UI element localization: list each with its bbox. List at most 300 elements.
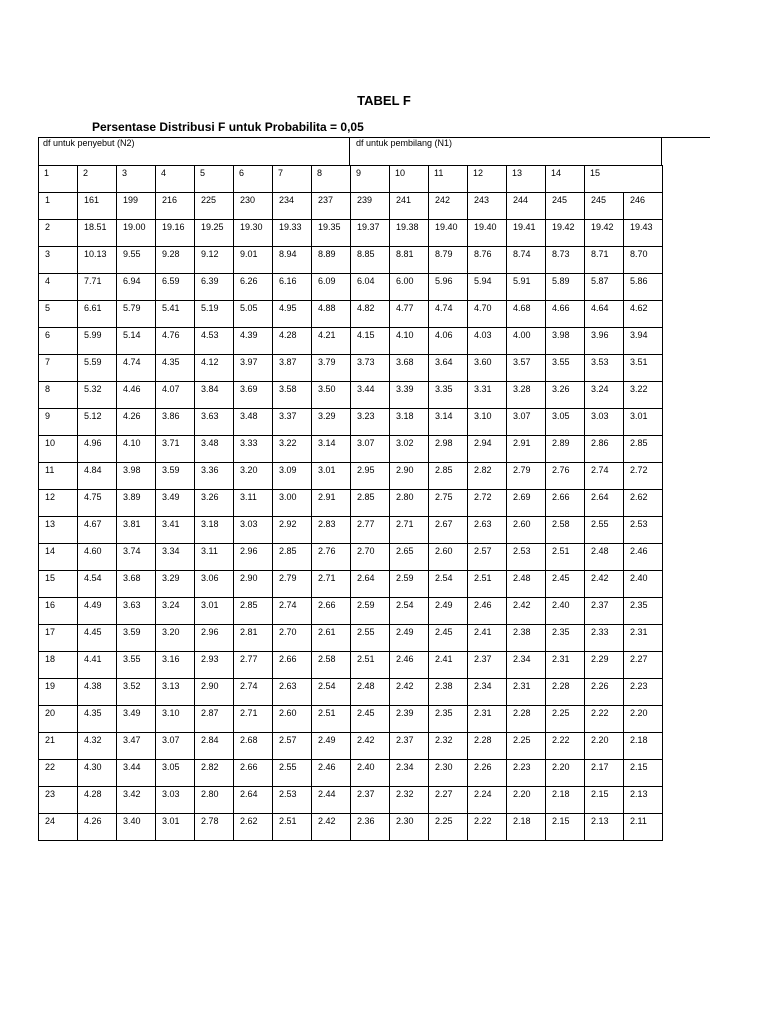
table-cell: 3.36 [195, 463, 234, 490]
table-cell: 2.30 [429, 760, 468, 787]
table-cell: 4.76 [156, 328, 195, 355]
table-cell: 3.33 [234, 436, 273, 463]
table-cell: 2.91 [312, 490, 351, 517]
table-cell: 2.72 [468, 490, 507, 517]
table-cell: 2.51 [351, 652, 390, 679]
table-cell: 3.07 [507, 409, 546, 436]
table-cell: 2.46 [312, 760, 351, 787]
table-cell: 3.48 [195, 436, 234, 463]
table-cell: 245 [546, 193, 585, 220]
table-cell: 2.55 [351, 625, 390, 652]
table-cell: 8.79 [429, 247, 468, 274]
table-cell: 8.81 [390, 247, 429, 274]
table-cell: 3.13 [156, 679, 195, 706]
table-cell: 2.63 [468, 517, 507, 544]
table-cell: 3.00 [273, 490, 312, 517]
table-cell: 8.89 [312, 247, 351, 274]
table-cell: 19.30 [234, 220, 273, 247]
table-cell: 4.41 [78, 652, 117, 679]
table-row [39, 409, 663, 436]
table-cell: 2.34 [468, 679, 507, 706]
table-cell: 2.57 [468, 544, 507, 571]
table-cell: 4.28 [78, 787, 117, 814]
page-title: TABEL F [357, 93, 411, 108]
table-cell: 2.53 [507, 544, 546, 571]
table-row [39, 193, 663, 220]
table-cell: 2.62 [234, 814, 273, 841]
table-cell: 2.22 [585, 706, 624, 733]
table-cell: 246 [624, 193, 663, 220]
table-cell: 2.65 [390, 544, 429, 571]
column-number-cell: 7 [273, 166, 312, 193]
table-cell: 5.05 [234, 301, 273, 328]
table-cell: 3.47 [117, 733, 156, 760]
table-cell: 2.71 [234, 706, 273, 733]
table-row [39, 571, 663, 598]
numerator-label: df untuk pembilang (N1) [356, 138, 453, 148]
denominator-label: df untuk penyebut (N2) [43, 138, 135, 148]
table-row [39, 382, 663, 409]
column-number-cell: 9 [351, 166, 390, 193]
table-cell: 2.20 [546, 760, 585, 787]
column-number-cell: 2 [78, 166, 117, 193]
table-cell: 2.44 [312, 787, 351, 814]
table-cell: 2.69 [507, 490, 546, 517]
table-cell: 7.71 [78, 274, 117, 301]
table-cell: 2.33 [585, 625, 624, 652]
table-cell: 3.11 [195, 544, 234, 571]
table-cell: 2.58 [312, 652, 351, 679]
table-cell: 2.78 [195, 814, 234, 841]
table-cell: 3.24 [156, 598, 195, 625]
table-cell: 8.74 [507, 247, 546, 274]
table-subtitle: Persentase Distribusi F untuk Probabilita = 0,05 [92, 120, 364, 134]
table-cell: 2.18 [624, 733, 663, 760]
table-cell: 3.16 [156, 652, 195, 679]
table-cell: 216 [156, 193, 195, 220]
table-cell: 3.98 [546, 328, 585, 355]
table-row [39, 814, 663, 841]
table-cell: 8.70 [624, 247, 663, 274]
table-cell: 2.90 [234, 571, 273, 598]
table-cell: 2.64 [351, 571, 390, 598]
table-cell: 3.10 [468, 409, 507, 436]
table-cell: 2.41 [429, 652, 468, 679]
table-cell: 230 [234, 193, 273, 220]
row-df-cell: 12 [39, 490, 78, 517]
table-cell: 4.46 [117, 382, 156, 409]
row-df-cell: 4 [39, 274, 78, 301]
table-cell: 3.50 [312, 382, 351, 409]
table-cell: 2.31 [507, 679, 546, 706]
table-cell: 4.95 [273, 301, 312, 328]
row-df-cell: 1 [39, 193, 78, 220]
table-cell: 8.85 [351, 247, 390, 274]
table-cell: 4.68 [507, 301, 546, 328]
table-cell: 19.33 [273, 220, 312, 247]
table-cell: 4.10 [117, 436, 156, 463]
table-cell: 4.82 [351, 301, 390, 328]
table-cell: 242 [429, 193, 468, 220]
table-cell: 2.18 [507, 814, 546, 841]
table-cell: 5.59 [78, 355, 117, 382]
table-cell: 4.62 [624, 301, 663, 328]
table-cell: 3.71 [156, 436, 195, 463]
table-cell: 2.62 [624, 490, 663, 517]
table-cell: 2.46 [390, 652, 429, 679]
table-cell: 2.34 [507, 652, 546, 679]
table-cell: 2.42 [351, 733, 390, 760]
table-cell: 2.66 [312, 598, 351, 625]
table-cell: 19.16 [156, 220, 195, 247]
table-cell: 2.25 [507, 733, 546, 760]
table-cell: 5.99 [78, 328, 117, 355]
table-cell: 2.55 [273, 760, 312, 787]
table-cell: 2.15 [624, 760, 663, 787]
table-cell: 2.59 [390, 571, 429, 598]
table-cell: 234 [273, 193, 312, 220]
table-cell: 3.81 [117, 517, 156, 544]
table-cell: 2.35 [624, 598, 663, 625]
table-cell: 3.02 [390, 436, 429, 463]
table-row [39, 436, 663, 463]
table-cell: 4.88 [312, 301, 351, 328]
table-cell: 6.94 [117, 274, 156, 301]
table-cell: 2.28 [507, 706, 546, 733]
table-cell: 4.28 [273, 328, 312, 355]
table-cell: 6.39 [195, 274, 234, 301]
table-cell: 2.85 [273, 544, 312, 571]
table-cell: 2.83 [312, 517, 351, 544]
table-row [39, 544, 663, 571]
table-cell: 4.39 [234, 328, 273, 355]
table-cell: 3.14 [429, 409, 468, 436]
table-cell: 2.64 [585, 490, 624, 517]
table-cell: 4.21 [312, 328, 351, 355]
table-cell: 3.07 [156, 733, 195, 760]
table-cell: 2.42 [507, 598, 546, 625]
table-cell: 19.43 [624, 220, 663, 247]
table-cell: 3.63 [195, 409, 234, 436]
table-row [39, 706, 663, 733]
table-cell: 4.32 [78, 733, 117, 760]
table-cell: 2.15 [546, 814, 585, 841]
table-cell: 4.26 [117, 409, 156, 436]
table-cell: 4.06 [429, 328, 468, 355]
table-cell: 2.27 [624, 652, 663, 679]
table-cell: 2.51 [312, 706, 351, 733]
table-cell: 2.38 [429, 679, 468, 706]
table-cell: 9.55 [117, 247, 156, 274]
table-cell: 2.89 [546, 436, 585, 463]
table-cell: 2.48 [585, 544, 624, 571]
table-cell: 2.51 [546, 544, 585, 571]
table-cell: 3.06 [195, 571, 234, 598]
table-cell: 2.70 [351, 544, 390, 571]
table-cell: 2.96 [234, 544, 273, 571]
table-cell: 2.28 [546, 679, 585, 706]
table-cell: 8.73 [546, 247, 585, 274]
table-cell: 2.55 [585, 517, 624, 544]
table-cell: 4.35 [156, 355, 195, 382]
table-cell: 5.94 [468, 274, 507, 301]
table-cell: 5.19 [195, 301, 234, 328]
table-cell: 2.76 [546, 463, 585, 490]
column-number-cell: 12 [468, 166, 507, 193]
table-cell: 4.45 [78, 625, 117, 652]
table-cell: 2.25 [546, 706, 585, 733]
table-cell: 5.79 [117, 301, 156, 328]
table-cell: 2.26 [585, 679, 624, 706]
table-cell: 9.01 [234, 247, 273, 274]
table-cell: 3.74 [117, 544, 156, 571]
table-cell: 2.58 [546, 517, 585, 544]
table-cell: 3.48 [234, 409, 273, 436]
table-cell: 2.81 [234, 625, 273, 652]
table-cell: 3.20 [234, 463, 273, 490]
table-cell: 2.51 [273, 814, 312, 841]
table-cell: 4.77 [390, 301, 429, 328]
row-df-cell: 9 [39, 409, 78, 436]
table-cell: 5.41 [156, 301, 195, 328]
table-cell: 3.53 [585, 355, 624, 382]
table-cell: 4.84 [78, 463, 117, 490]
table-cell: 2.42 [585, 571, 624, 598]
table-cell: 2.79 [507, 463, 546, 490]
table-cell: 2.86 [585, 436, 624, 463]
table-cell: 3.73 [351, 355, 390, 382]
table-cell: 9.12 [195, 247, 234, 274]
table-cell: 2.32 [390, 787, 429, 814]
table-cell: 2.20 [624, 706, 663, 733]
table-cell: 19.41 [507, 220, 546, 247]
table-cell: 245 [585, 193, 624, 220]
column-number-cell: 3 [117, 166, 156, 193]
row-df-cell: 18 [39, 652, 78, 679]
table-cell: 3.96 [585, 328, 624, 355]
table-body [39, 166, 663, 841]
table-cell: 2.57 [273, 733, 312, 760]
table-cell: 2.98 [429, 436, 468, 463]
table-cell: 3.03 [585, 409, 624, 436]
table-cell: 2.80 [390, 490, 429, 517]
table-cell: 2.71 [390, 517, 429, 544]
table-cell: 3.51 [624, 355, 663, 382]
table-cell: 3.24 [585, 382, 624, 409]
table-cell: 2.18 [546, 787, 585, 814]
table-cell: 3.87 [273, 355, 312, 382]
table-cell: 2.59 [351, 598, 390, 625]
table-cell: 2.67 [429, 517, 468, 544]
table-cell: 4.53 [195, 328, 234, 355]
table-cell: 5.91 [507, 274, 546, 301]
table-cell: 2.90 [390, 463, 429, 490]
table-cell: 2.48 [351, 679, 390, 706]
table-cell: 243 [468, 193, 507, 220]
table-cell: 4.74 [429, 301, 468, 328]
table-cell: 3.89 [117, 490, 156, 517]
table-cell: 3.42 [117, 787, 156, 814]
table-cell: 3.07 [351, 436, 390, 463]
table-cell: 2.85 [351, 490, 390, 517]
table-cell: 3.01 [624, 409, 663, 436]
table-cell: 3.68 [390, 355, 429, 382]
table-cell: 3.18 [195, 517, 234, 544]
table-cell: 2.79 [273, 571, 312, 598]
table-cell: 2.38 [507, 625, 546, 652]
table-cell: 3.03 [234, 517, 273, 544]
table-cell: 4.60 [78, 544, 117, 571]
row-df-cell: 23 [39, 787, 78, 814]
table-cell: 2.68 [234, 733, 273, 760]
table-cell: 2.91 [507, 436, 546, 463]
table-cell: 2.37 [468, 652, 507, 679]
table-cell: 4.96 [78, 436, 117, 463]
row-df-cell: 6 [39, 328, 78, 355]
row-df-cell: 22 [39, 760, 78, 787]
row-df-cell: 2 [39, 220, 78, 247]
table-cell: 2.64 [234, 787, 273, 814]
table-cell: 2.49 [390, 625, 429, 652]
table-cell: 2.35 [429, 706, 468, 733]
table-cell: 2.80 [195, 787, 234, 814]
table-cell: 3.52 [117, 679, 156, 706]
table-cell: 4.30 [78, 760, 117, 787]
table-row [39, 598, 663, 625]
table-row [39, 490, 663, 517]
table-row [39, 733, 663, 760]
table-cell: 4.26 [78, 814, 117, 841]
row-df-cell: 8 [39, 382, 78, 409]
row-df-cell: 24 [39, 814, 78, 841]
table-cell: 2.48 [507, 571, 546, 598]
table-cell: 2.66 [273, 652, 312, 679]
table-cell: 4.74 [117, 355, 156, 382]
table-cell: 5.87 [585, 274, 624, 301]
table-cell: 3.39 [390, 382, 429, 409]
table-cell: 4.54 [78, 571, 117, 598]
table-cell: 3.57 [507, 355, 546, 382]
table-cell: 2.15 [585, 787, 624, 814]
table-cell: 5.86 [624, 274, 663, 301]
table-cell: 2.37 [390, 733, 429, 760]
row-df-cell: 16 [39, 598, 78, 625]
row-df-cell: 14 [39, 544, 78, 571]
row-df-cell: 7 [39, 355, 78, 382]
table-cell: 8.94 [273, 247, 312, 274]
header-divider [349, 137, 350, 165]
table-cell: 4.75 [78, 490, 117, 517]
table-cell: 2.40 [546, 598, 585, 625]
table-cell: 3.41 [156, 517, 195, 544]
table-cell: 2.82 [195, 760, 234, 787]
table-row [39, 328, 663, 355]
table-cell: 2.74 [585, 463, 624, 490]
table-cell: 2.85 [234, 598, 273, 625]
table-cell: 2.35 [546, 625, 585, 652]
table-cell: 3.31 [468, 382, 507, 409]
table-row [39, 517, 663, 544]
column-number-cell: 1 [39, 166, 78, 193]
table-cell: 19.40 [468, 220, 507, 247]
table-cell: 4.10 [390, 328, 429, 355]
table-row [39, 787, 663, 814]
table-cell: 2.77 [234, 652, 273, 679]
column-number-cell: 13 [507, 166, 546, 193]
table-cell: 3.79 [312, 355, 351, 382]
table-row [39, 274, 663, 301]
table-cell: 2.34 [390, 760, 429, 787]
row-df-cell: 15 [39, 571, 78, 598]
table-cell: 2.13 [585, 814, 624, 841]
table-cell: 4.70 [468, 301, 507, 328]
table-cell: 5.96 [429, 274, 468, 301]
table-cell: 6.00 [390, 274, 429, 301]
table-cell: 3.94 [624, 328, 663, 355]
table-cell: 10.13 [78, 247, 117, 274]
table-cell: 3.84 [195, 382, 234, 409]
table-cell: 2.20 [585, 733, 624, 760]
table-cell: 2.60 [273, 706, 312, 733]
table-cell: 2.54 [312, 679, 351, 706]
table-cell: 3.40 [117, 814, 156, 841]
table-cell: 19.42 [546, 220, 585, 247]
table-cell: 2.27 [429, 787, 468, 814]
table-cell: 3.55 [546, 355, 585, 382]
table-cell: 6.09 [312, 274, 351, 301]
column-number-cell: 11 [429, 166, 468, 193]
table-cell: 2.74 [234, 679, 273, 706]
table-cell: 18.51 [78, 220, 117, 247]
table-cell: 6.16 [273, 274, 312, 301]
table-cell: 2.72 [624, 463, 663, 490]
table-cell: 3.69 [234, 382, 273, 409]
table-cell: 2.53 [273, 787, 312, 814]
table-row [39, 220, 663, 247]
table-cell: 2.82 [468, 463, 507, 490]
table-cell: 2.94 [468, 436, 507, 463]
table-cell: 2.30 [390, 814, 429, 841]
table-cell: 2.63 [273, 679, 312, 706]
table-cell: 2.40 [624, 571, 663, 598]
column-number-cell: 4 [156, 166, 195, 193]
table-cell: 3.63 [117, 598, 156, 625]
table-cell: 9.28 [156, 247, 195, 274]
table-cell: 2.40 [351, 760, 390, 787]
table-cell: 3.11 [234, 490, 273, 517]
f-distribution-table [38, 165, 663, 841]
table-cell: 2.31 [624, 625, 663, 652]
table-cell: 4.15 [351, 328, 390, 355]
table-cell: 4.00 [507, 328, 546, 355]
table-cell: 3.23 [351, 409, 390, 436]
table-row [39, 625, 663, 652]
table-row [39, 760, 663, 787]
table-cell: 4.07 [156, 382, 195, 409]
table-cell: 2.11 [624, 814, 663, 841]
table-cell: 3.01 [312, 463, 351, 490]
table-cell: 2.42 [312, 814, 351, 841]
table-cell: 4.49 [78, 598, 117, 625]
table-cell: 2.45 [429, 625, 468, 652]
table-cell: 6.26 [234, 274, 273, 301]
table-cell: 3.29 [312, 409, 351, 436]
column-number-cell: 14 [546, 166, 585, 193]
table-cell: 2.22 [546, 733, 585, 760]
table-cell: 8.71 [585, 247, 624, 274]
table-cell: 244 [507, 193, 546, 220]
table-cell: 241 [390, 193, 429, 220]
